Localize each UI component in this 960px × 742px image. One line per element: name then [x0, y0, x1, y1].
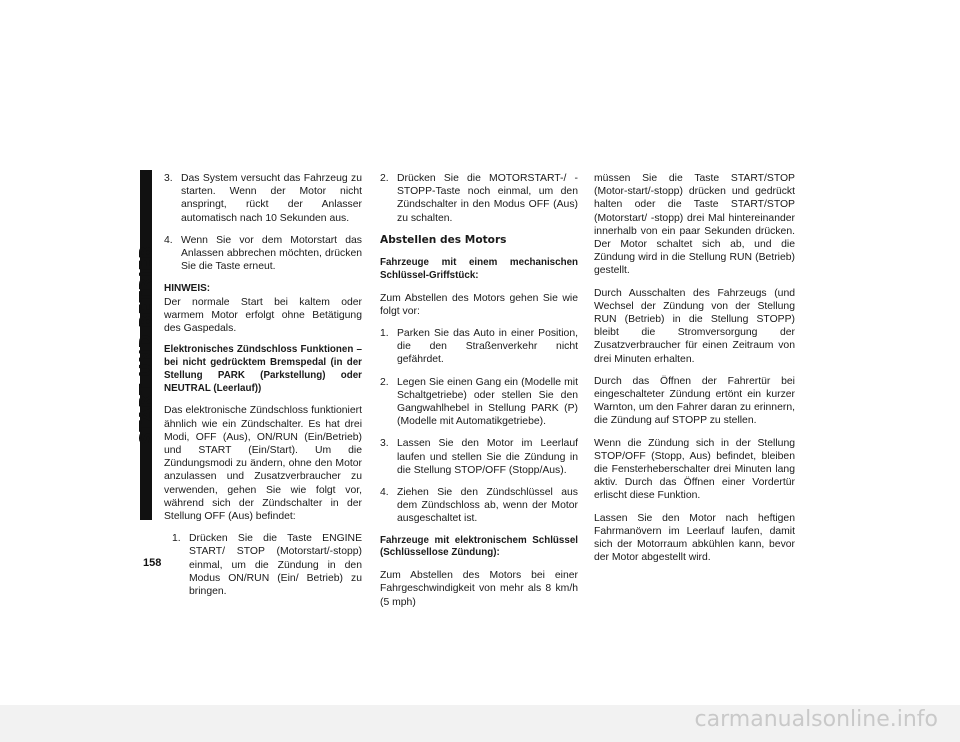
note-text: Der normale Start bei kaltem oder warmem Motor erfolgt ohne Betätigung des Gaspedals.: [164, 296, 362, 335]
list-text: Wenn Sie vor dem Motorstart das Anlassen abbrechen möchten, drücken Sie die Taste erneut.: [181, 234, 362, 273]
list-number: 4.: [380, 487, 389, 499]
list-text: Drücken Sie die MOTORSTART-/ -STOPP-Taste noch einmal, um den Zündschalter in den Modus OFF (Aus) zu schalten.: [397, 173, 578, 224]
list-number: 2.: [380, 376, 389, 388]
chapter-title-text: START UND BETRIEB: [136, 245, 156, 445]
list-text: Das System versucht das Fahrzeug zu starten. Wenn der Motor nicht anspringt, rückt der Anlasser automatisch nach 10 Sekunden aus.: [181, 173, 362, 224]
paragraph: Das elektronische Zündschloss funktioniert ähnlich wie ein Zündschalter. Es hat drei Modi, OFF (Aus), ON/RUN (Ein/Betrieb) und START (Ein/Start). Um die Zündungsmodi zu ändern, ohne den Motor anzulassen und Zusatzverbraucher zu verwenden, gehen Sie wie folgt vor, während sich der Zündschalter in der Stellung OFF (Aus) befindet:: [164, 405, 362, 523]
list-item: [164, 234, 362, 274]
column-3: [594, 172, 795, 573]
list-item: [380, 486, 578, 526]
list-text: Legen Sie einen Gang ein (Modelle mit Schaltgetriebe) oder stellen Sie den Gangwahlhebel in Stellung PARK (P) (Modelle mit Automatikgetriebe).: [397, 376, 578, 428]
paragraph: Durch Ausschalten des Fahrzeugs (und Wechsel der Zündung von der Stellung RUN (Betrieb) in die Stellung STOPP) bleibt die Stromversorgung der Zusatzverbraucher für einen Zeitraum von drei Minuten erhalten.: [594, 287, 795, 365]
paragraph: Lassen Sie den Motor nach heftigen Fahrmanövern im Leerlauf laufen, damit sich der Motorraum abkühlen kann, bevor der Motor abgestellt wird.: [594, 512, 795, 564]
list-item: [380, 172, 578, 225]
list-item: [164, 172, 362, 225]
chapter-title: [124, 175, 168, 515]
section-heading: Abstellen des Motors: [380, 233, 507, 246]
list-number: 3.: [380, 438, 389, 450]
list-item: [380, 376, 578, 429]
paragraph: Wenn die Zündung sich in der Stellung STOP/OFF (Stopp, Aus) befindet, bleiben die Fensterheberschalter drei Minuten lang aktiv. Durch das Öffnen einer Vordertür erlischt diese Funktion.: [594, 437, 795, 502]
page-number: 158: [143, 557, 162, 569]
column-2: [380, 172, 578, 618]
note-label: HINWEIS:: [164, 283, 211, 295]
list-number: 1.: [380, 328, 389, 340]
subheading: Fahrzeuge mit einem mechanischen Schlüssel-Griffstück:: [380, 257, 578, 281]
paragraph: Durch das Öffnen der Fahrertür bei eingeschalteter Zündung ertönt ein kurzer Warnton, um den Fahrer daran zu erinnern, die Zündung auf STOPP zu stellen.: [594, 375, 795, 427]
list-item: [380, 327, 578, 367]
list-item: [164, 532, 362, 598]
list-text: Parken Sie das Auto in einer Position, die den Straßenverkehr nicht gefährdet.: [397, 328, 578, 366]
list-number: 3.: [164, 173, 173, 184]
footer-bar: [0, 705, 960, 742]
list-text: Ziehen Sie den Zündschlüssel aus dem Zündschloss ab, wenn der Motor ausgeschaltet ist.: [397, 487, 578, 525]
subheading: Elektronisches Zündschloss Funktionen – bei nicht gedrücktem Bremspedal (in der Stellung PARK (Parkstellung) oder NEUTRAL (Leerlauf)): [164, 344, 362, 394]
paragraph: müssen Sie die Taste START/STOP (Motor-start/-stopp) drücken und gedrückt halten oder die Taste START/STOP (Motorstart/ -stopp) drei Mal hintereinander innerhalb von ein paar Sekunden drücken. Der Motor schaltet sich ab, und die Zündung wird in die Stellung RUN (Betrieb) gestellt.: [594, 173, 795, 277]
list-number: 4.: [164, 234, 173, 246]
list-item: [380, 437, 578, 477]
column-1: [164, 172, 362, 607]
paragraph: Zum Abstellen des Motors bei einer Fahrgeschwindigkeit von mehr als 8 km/h (5 mph): [380, 570, 578, 608]
list-number: 1.: [172, 533, 181, 545]
paragraph: Zum Abstellen des Motors gehen Sie wie folgt vor:: [380, 292, 578, 317]
subheading: Fahrzeuge mit elektronischem Schlüssel (Schlüssellose Zündung):: [380, 534, 578, 559]
watermark[interactable]: carmanualsonline.info: [694, 707, 938, 732]
list-number: 2.: [380, 173, 389, 184]
list-text: Lassen Sie den Motor im Leerlauf laufen und stellen Sie die Zündung in die Stellung STOP/OFF (Stopp/Aus).: [397, 438, 578, 476]
list-text: Drücken Sie die Taste ENGINE START/ STOP (Motorstart/-stopp) einmal, um die Zündung in den Modus ON/RUN (Ein/ Betrieb) zu bringen.: [189, 533, 362, 598]
